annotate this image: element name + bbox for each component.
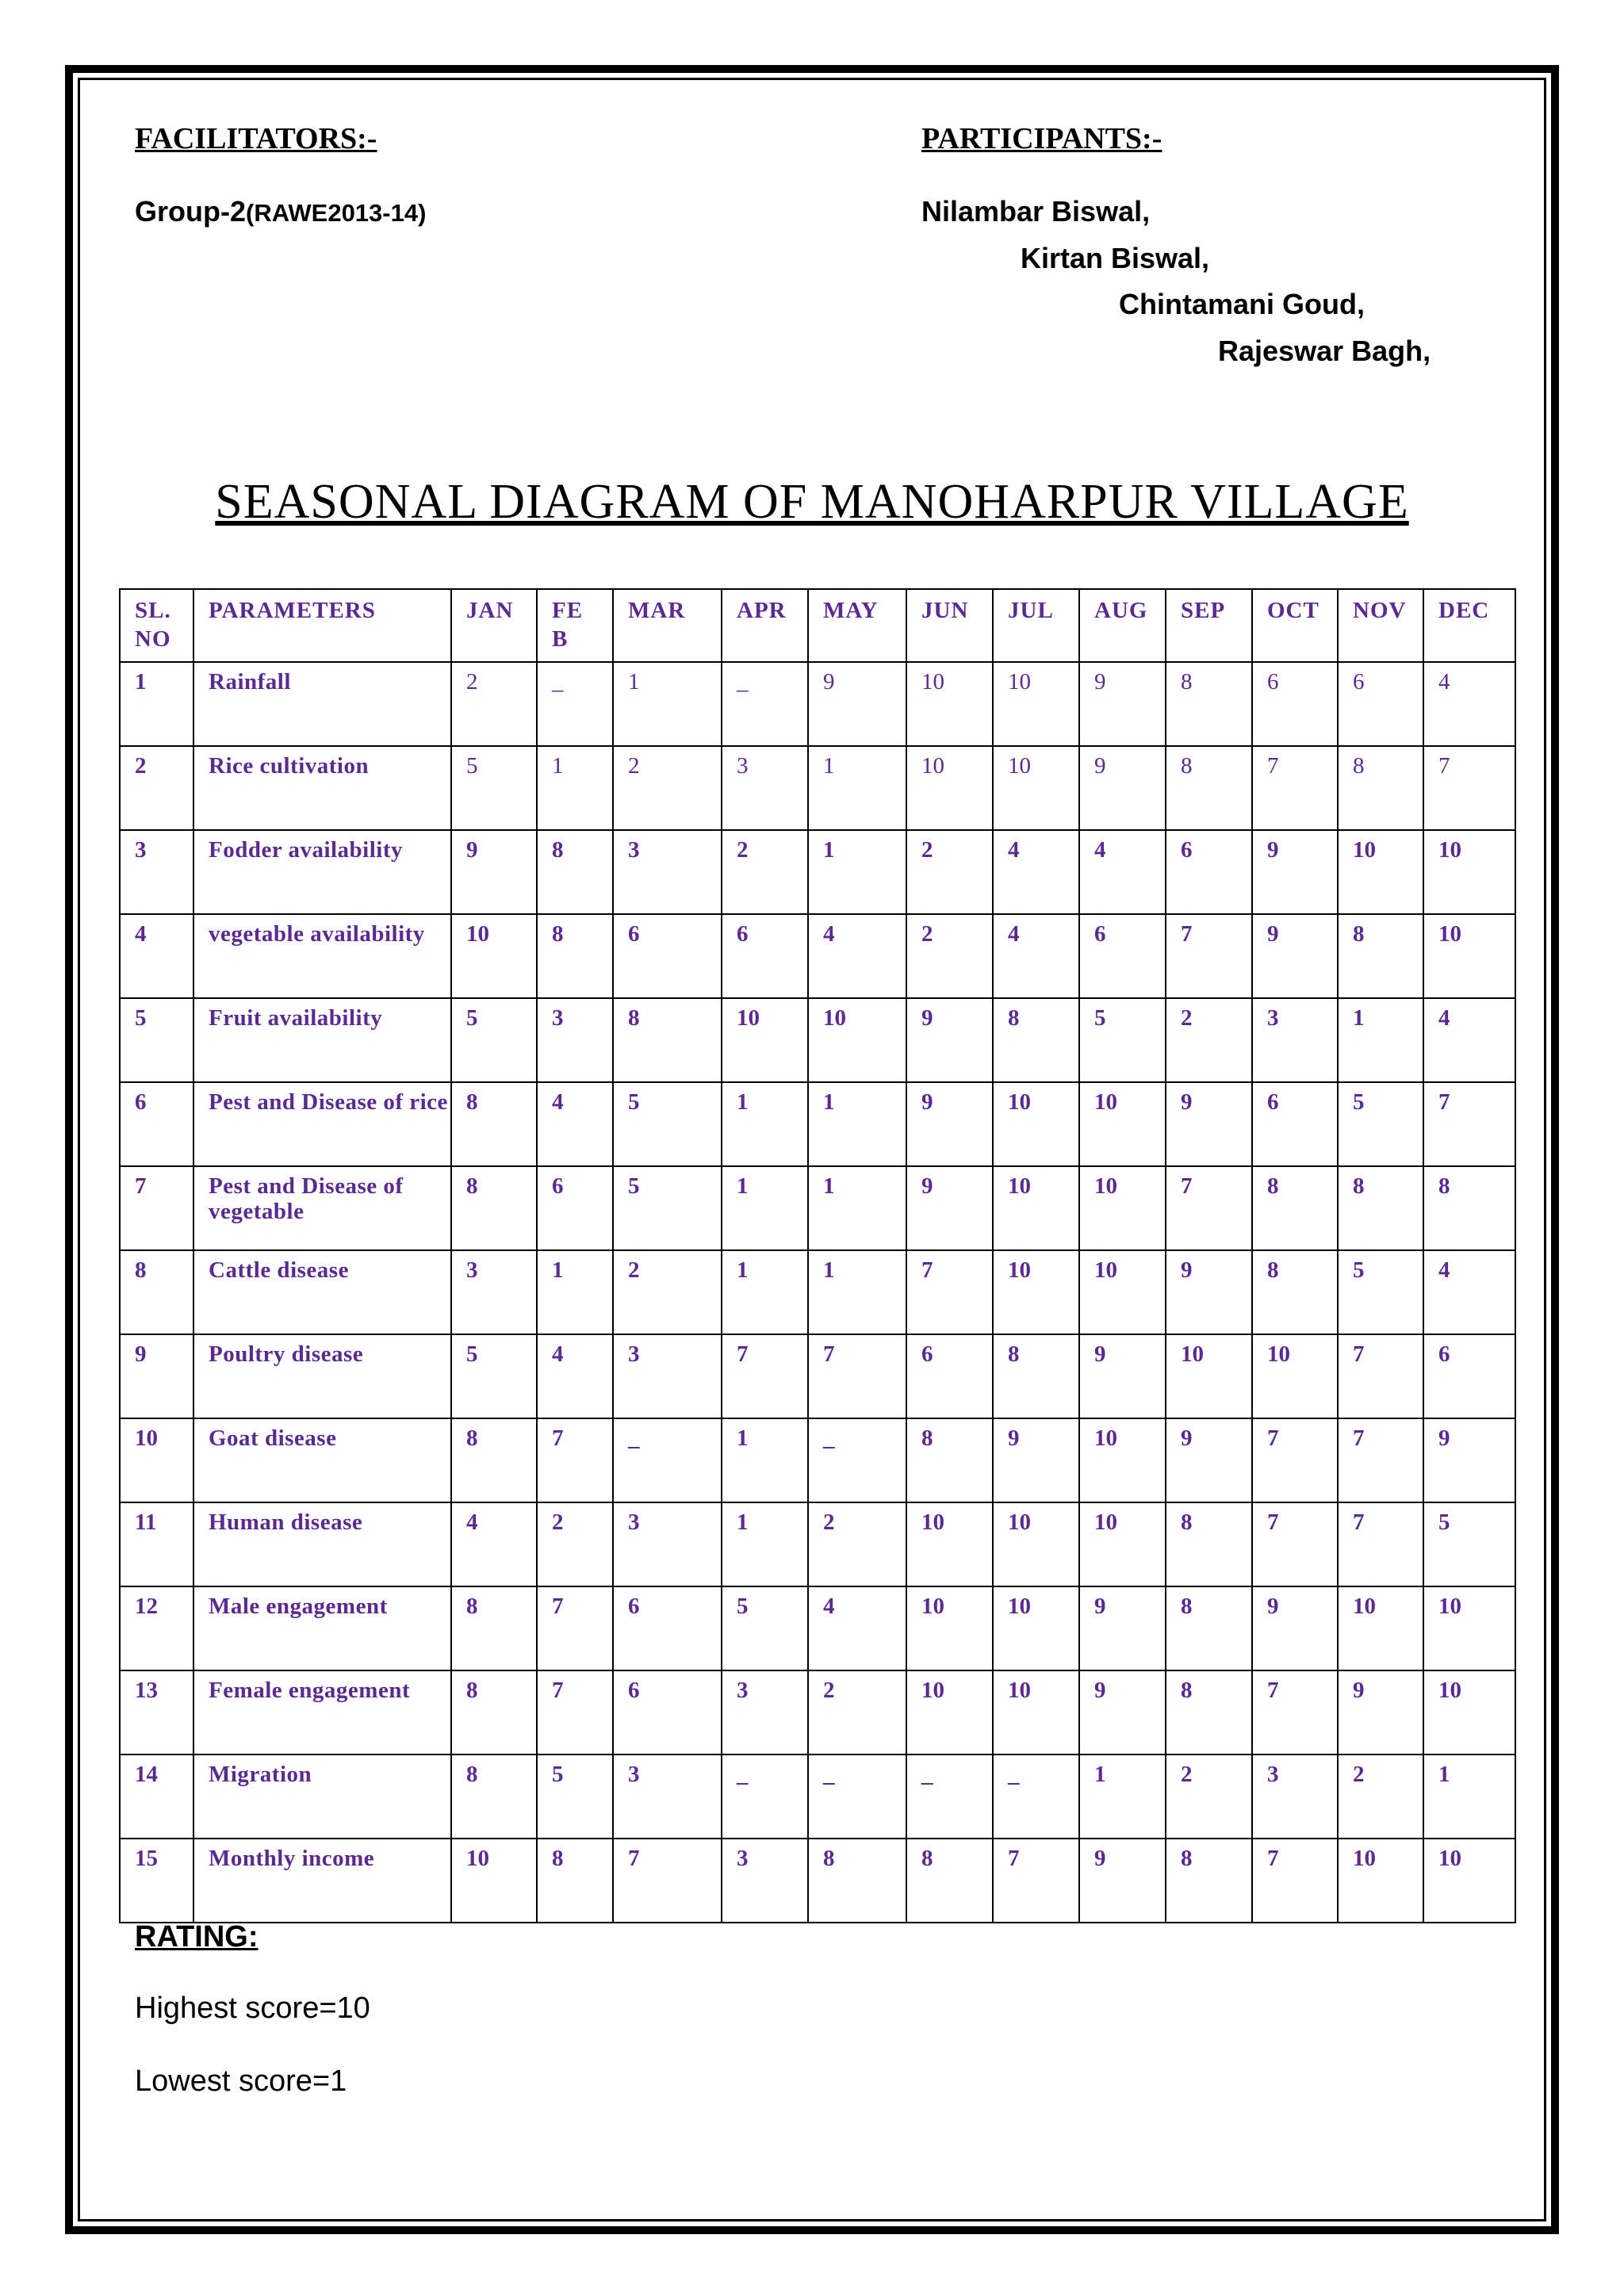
row-value: 1 bbox=[1079, 1755, 1166, 1839]
rating-heading: RATING: bbox=[135, 1920, 259, 1954]
participant-2: Kirtan Biswal, bbox=[1021, 242, 1210, 274]
row-value: 7 bbox=[1252, 1418, 1338, 1502]
row-value: 9 bbox=[993, 1418, 1079, 1502]
row-value: 1 bbox=[537, 1250, 613, 1334]
row-value: 8 bbox=[451, 1755, 537, 1839]
row-sl-number: 5 bbox=[120, 998, 193, 1082]
row-value: 2 bbox=[613, 1250, 722, 1334]
row-value: 4 bbox=[993, 914, 1079, 998]
row-value: 4 bbox=[1423, 1250, 1515, 1334]
row-parameter: Male engagement bbox=[193, 1586, 451, 1670]
row-value: 2 bbox=[906, 914, 993, 998]
row-value: _ bbox=[906, 1755, 993, 1839]
row-value: 7 bbox=[1252, 1502, 1338, 1586]
row-value: 8 bbox=[1166, 1586, 1252, 1670]
row-value: 4 bbox=[451, 1502, 537, 1586]
header-month: SEP bbox=[1166, 589, 1252, 662]
lowest-score: Lowest score=1 bbox=[135, 2064, 347, 2098]
row-value: 10 bbox=[993, 1082, 1079, 1166]
header-month: JUN bbox=[906, 589, 993, 662]
row-value: 1 bbox=[808, 746, 906, 830]
row-value: 10 bbox=[1252, 1334, 1338, 1418]
participant-4: Rajeswar Bagh, bbox=[1218, 335, 1431, 367]
row-value: 8 bbox=[1166, 1839, 1252, 1923]
row-value: 10 bbox=[451, 914, 537, 998]
row-value: 2 bbox=[722, 830, 808, 914]
row-sl-number: 14 bbox=[120, 1755, 193, 1839]
row-value: 5 bbox=[537, 1755, 613, 1839]
row-value: 9 bbox=[1079, 1670, 1166, 1755]
row-value: 9 bbox=[1252, 1586, 1338, 1670]
row-value: 1 bbox=[808, 1250, 906, 1334]
row-value: 10 bbox=[906, 662, 993, 746]
row-value: 9 bbox=[1079, 1334, 1166, 1418]
row-value: 10 bbox=[993, 1502, 1079, 1586]
table-row bbox=[120, 746, 1515, 830]
row-value: 10 bbox=[1166, 1334, 1252, 1418]
row-value: 1 bbox=[808, 1166, 906, 1250]
row-value: 9 bbox=[1079, 1586, 1166, 1670]
row-value: 4 bbox=[1079, 830, 1166, 914]
row-value: 3 bbox=[613, 1502, 722, 1586]
row-value: _ bbox=[993, 1755, 1079, 1839]
row-value: 10 bbox=[1338, 830, 1423, 914]
row-value: 7 bbox=[1423, 746, 1515, 830]
row-value: 8 bbox=[1166, 746, 1252, 830]
row-sl-number: 15 bbox=[120, 1839, 193, 1923]
row-value: 10 bbox=[808, 998, 906, 1082]
row-value: 4 bbox=[808, 914, 906, 998]
row-value: _ bbox=[613, 1418, 722, 1502]
row-parameter: Fruit availability bbox=[193, 998, 451, 1082]
row-value: 6 bbox=[1079, 914, 1166, 998]
row-sl-number: 1 bbox=[120, 662, 193, 746]
row-value: 10 bbox=[1423, 1586, 1515, 1670]
row-value: 8 bbox=[1252, 1166, 1338, 1250]
row-value: 1 bbox=[808, 830, 906, 914]
header-month: DEC bbox=[1423, 589, 1515, 662]
group-sub: (RAWE2013-14) bbox=[246, 199, 427, 227]
table-row bbox=[120, 1670, 1515, 1755]
row-value: 2 bbox=[451, 662, 537, 746]
row-value: 1 bbox=[722, 1250, 808, 1334]
header-month: OCT bbox=[1252, 589, 1338, 662]
row-value: 5 bbox=[451, 998, 537, 1082]
row-value: 7 bbox=[537, 1670, 613, 1755]
row-value: 8 bbox=[451, 1586, 537, 1670]
header-month: MAY bbox=[808, 589, 906, 662]
row-value: 10 bbox=[906, 1670, 993, 1755]
row-value: 5 bbox=[1338, 1082, 1423, 1166]
row-value: 9 bbox=[808, 662, 906, 746]
row-value: 7 bbox=[1166, 1166, 1252, 1250]
participant-1: Nilambar Biswal, bbox=[921, 195, 1151, 228]
row-value: 8 bbox=[808, 1839, 906, 1923]
row-value: 5 bbox=[1079, 998, 1166, 1082]
row-value: 6 bbox=[613, 1586, 722, 1670]
table-row bbox=[120, 1418, 1515, 1502]
row-value: 6 bbox=[1423, 1334, 1515, 1418]
row-value: 8 bbox=[1338, 746, 1423, 830]
row-sl-number: 7 bbox=[120, 1166, 193, 1250]
row-value: 8 bbox=[1423, 1166, 1515, 1250]
table-row bbox=[120, 830, 1515, 914]
highest-score: Highest score=10 bbox=[135, 1992, 370, 2025]
row-value: 6 bbox=[1338, 662, 1423, 746]
row-sl-number: 2 bbox=[120, 746, 193, 830]
table-body bbox=[120, 662, 1515, 1923]
row-value: 3 bbox=[613, 830, 722, 914]
row-value: _ bbox=[808, 1418, 906, 1502]
row-value: 7 bbox=[537, 1586, 613, 1670]
row-value: 9 bbox=[451, 830, 537, 914]
row-value: 6 bbox=[537, 1166, 613, 1250]
row-parameter: Migration bbox=[193, 1755, 451, 1839]
row-value: 8 bbox=[1166, 662, 1252, 746]
row-value: 9 bbox=[1252, 914, 1338, 998]
row-value: 10 bbox=[1423, 914, 1515, 998]
row-parameter: Pest and Disease of vegetable bbox=[193, 1166, 451, 1250]
row-parameter: Rainfall bbox=[193, 662, 451, 746]
participants-heading: PARTICIPANTS:- bbox=[921, 122, 1162, 155]
row-value: 8 bbox=[993, 1334, 1079, 1418]
row-parameter: Pest and Disease of rice bbox=[193, 1082, 451, 1166]
row-value: 7 bbox=[1423, 1082, 1515, 1166]
row-value: 9 bbox=[1338, 1670, 1423, 1755]
row-value: 10 bbox=[993, 1166, 1079, 1250]
table-row bbox=[120, 914, 1515, 998]
header-month: MAR bbox=[613, 589, 722, 662]
row-value: 6 bbox=[906, 1334, 993, 1418]
row-value: 5 bbox=[613, 1166, 722, 1250]
row-value: 10 bbox=[993, 1670, 1079, 1755]
row-sl-number: 8 bbox=[120, 1250, 193, 1334]
row-value: 3 bbox=[1252, 998, 1338, 1082]
row-value: 1 bbox=[613, 662, 722, 746]
row-value: 7 bbox=[1166, 914, 1252, 998]
row-parameter: Poultry disease bbox=[193, 1334, 451, 1418]
row-value: 3 bbox=[613, 1334, 722, 1418]
row-value: 6 bbox=[1252, 1082, 1338, 1166]
row-value: 4 bbox=[1423, 998, 1515, 1082]
row-value: 8 bbox=[1338, 914, 1423, 998]
row-value: 4 bbox=[993, 830, 1079, 914]
row-value: 8 bbox=[451, 1670, 537, 1755]
header-month: JUL bbox=[993, 589, 1079, 662]
row-value: 8 bbox=[613, 998, 722, 1082]
row-value: _ bbox=[808, 1755, 906, 1839]
row-value: 8 bbox=[906, 1839, 993, 1923]
row-value: 1 bbox=[722, 1418, 808, 1502]
row-value: 8 bbox=[537, 830, 613, 914]
row-value: 8 bbox=[993, 998, 1079, 1082]
row-value: 4 bbox=[537, 1082, 613, 1166]
header-parameters: PARAMETERS bbox=[193, 589, 451, 662]
row-value: 9 bbox=[1252, 830, 1338, 914]
row-parameter: Cattle disease bbox=[193, 1250, 451, 1334]
row-value: 9 bbox=[1166, 1250, 1252, 1334]
row-value: 10 bbox=[722, 998, 808, 1082]
header-month: NOV bbox=[1338, 589, 1423, 662]
row-value: 1 bbox=[722, 1166, 808, 1250]
row-value: 5 bbox=[451, 746, 537, 830]
row-value: 7 bbox=[1338, 1334, 1423, 1418]
row-value: 4 bbox=[1423, 662, 1515, 746]
row-value: 10 bbox=[1338, 1586, 1423, 1670]
row-value: 9 bbox=[1079, 1839, 1166, 1923]
row-value: 7 bbox=[808, 1334, 906, 1418]
row-parameter: Fodder availability bbox=[193, 830, 451, 914]
row-value: 5 bbox=[1338, 1250, 1423, 1334]
row-value: 7 bbox=[722, 1334, 808, 1418]
facilitators-heading: FACILITATORS:- bbox=[135, 122, 377, 155]
table-row bbox=[120, 1250, 1515, 1334]
table-row bbox=[120, 1755, 1515, 1839]
row-value: 8 bbox=[451, 1082, 537, 1166]
row-value: 7 bbox=[537, 1418, 613, 1502]
row-value: 7 bbox=[993, 1839, 1079, 1923]
row-value: 10 bbox=[993, 1586, 1079, 1670]
row-value: 3 bbox=[613, 1755, 722, 1839]
row-sl-number: 4 bbox=[120, 914, 193, 998]
row-value: 10 bbox=[1079, 1166, 1166, 1250]
row-value: 8 bbox=[1166, 1670, 1252, 1755]
row-value: 8 bbox=[1252, 1250, 1338, 1334]
row-value: 10 bbox=[1338, 1839, 1423, 1923]
table-row bbox=[120, 1839, 1515, 1923]
row-sl-number: 9 bbox=[120, 1334, 193, 1418]
row-parameter: Female engagement bbox=[193, 1670, 451, 1755]
row-value: 6 bbox=[1252, 662, 1338, 746]
row-value: 2 bbox=[1166, 998, 1252, 1082]
row-value: 3 bbox=[722, 746, 808, 830]
row-value: 10 bbox=[1423, 830, 1515, 914]
row-value: 6 bbox=[613, 914, 722, 998]
row-value: 8 bbox=[906, 1418, 993, 1502]
row-parameter: vegetable availability bbox=[193, 914, 451, 998]
row-value: 10 bbox=[906, 1502, 993, 1586]
table-row bbox=[120, 1586, 1515, 1670]
row-value: 10 bbox=[993, 662, 1079, 746]
participant-3: Chintamani Goud, bbox=[1119, 288, 1365, 320]
row-value: 10 bbox=[1079, 1418, 1166, 1502]
row-value: 7 bbox=[1252, 746, 1338, 830]
row-parameter: Human disease bbox=[193, 1502, 451, 1586]
row-value: 7 bbox=[1252, 1670, 1338, 1755]
row-value: 2 bbox=[808, 1502, 906, 1586]
row-value: 8 bbox=[1338, 1166, 1423, 1250]
row-value: 6 bbox=[613, 1670, 722, 1755]
row-value: 6 bbox=[722, 914, 808, 998]
row-sl-number: 10 bbox=[120, 1418, 193, 1502]
page-title: SEASONAL DIAGRAM OF MANOHARPUR VILLAGE bbox=[215, 475, 1409, 529]
row-value: _ bbox=[722, 1755, 808, 1839]
row-value: 10 bbox=[1079, 1082, 1166, 1166]
row-value: 7 bbox=[613, 1839, 722, 1923]
header-sl: SL. NO bbox=[120, 589, 193, 662]
row-value: 2 bbox=[613, 746, 722, 830]
row-value: 7 bbox=[1338, 1502, 1423, 1586]
row-value: 7 bbox=[906, 1250, 993, 1334]
row-value: 10 bbox=[1079, 1502, 1166, 1586]
row-value: 2 bbox=[906, 830, 993, 914]
row-value: 1 bbox=[722, 1082, 808, 1166]
table-row bbox=[120, 1502, 1515, 1586]
row-value: 3 bbox=[451, 1250, 537, 1334]
row-value: 7 bbox=[1338, 1418, 1423, 1502]
row-value: 1 bbox=[808, 1082, 906, 1166]
row-value: 9 bbox=[906, 1082, 993, 1166]
row-value: 5 bbox=[451, 1334, 537, 1418]
table-row bbox=[120, 1166, 1515, 1250]
row-value: 5 bbox=[722, 1586, 808, 1670]
row-parameter: Goat disease bbox=[193, 1418, 451, 1502]
row-value: 9 bbox=[1079, 746, 1166, 830]
table-header-row bbox=[120, 589, 1515, 662]
row-sl-number: 6 bbox=[120, 1082, 193, 1166]
group-main: Group-2 bbox=[135, 195, 246, 228]
table-row bbox=[120, 662, 1515, 746]
row-value: 1 bbox=[537, 746, 613, 830]
row-value: 10 bbox=[906, 1586, 993, 1670]
row-value: 10 bbox=[1423, 1839, 1515, 1923]
table-row bbox=[120, 1334, 1515, 1418]
row-value: 3 bbox=[722, 1670, 808, 1755]
row-value: 4 bbox=[537, 1334, 613, 1418]
row-value: 8 bbox=[537, 1839, 613, 1923]
seasonal-table bbox=[119, 588, 1516, 1923]
row-value: 3 bbox=[537, 998, 613, 1082]
row-value: 10 bbox=[993, 1250, 1079, 1334]
header-month: AUG bbox=[1079, 589, 1166, 662]
row-value: 9 bbox=[906, 1166, 993, 1250]
row-value: 3 bbox=[1252, 1755, 1338, 1839]
row-sl-number: 12 bbox=[120, 1586, 193, 1670]
row-value: 7 bbox=[1252, 1839, 1338, 1923]
table-row bbox=[120, 1082, 1515, 1166]
header-month: APR bbox=[722, 589, 808, 662]
row-value: 8 bbox=[451, 1418, 537, 1502]
table-row bbox=[120, 998, 1515, 1082]
row-value: 2 bbox=[1338, 1755, 1423, 1839]
row-value: 2 bbox=[537, 1502, 613, 1586]
row-value: 2 bbox=[808, 1670, 906, 1755]
row-value: 10 bbox=[993, 746, 1079, 830]
row-value: 9 bbox=[1423, 1418, 1515, 1502]
row-value: 10 bbox=[451, 1839, 537, 1923]
row-value: 8 bbox=[451, 1166, 537, 1250]
row-sl-number: 13 bbox=[120, 1670, 193, 1755]
row-value: 5 bbox=[1423, 1502, 1515, 1586]
row-value: 8 bbox=[1166, 1502, 1252, 1586]
row-value: 8 bbox=[537, 914, 613, 998]
row-value: 5 bbox=[613, 1082, 722, 1166]
row-value: 1 bbox=[722, 1502, 808, 1586]
row-parameter: Monthly income bbox=[193, 1839, 451, 1923]
row-value: 6 bbox=[1166, 830, 1252, 914]
row-value: 9 bbox=[906, 998, 993, 1082]
row-value: 1 bbox=[1338, 998, 1423, 1082]
row-value: 10 bbox=[1079, 1250, 1166, 1334]
row-value: 10 bbox=[1423, 1670, 1515, 1755]
row-value: 9 bbox=[1166, 1418, 1252, 1502]
row-value: 10 bbox=[906, 746, 993, 830]
row-value: 4 bbox=[808, 1586, 906, 1670]
row-value: 1 bbox=[1423, 1755, 1515, 1839]
row-sl-number: 11 bbox=[120, 1502, 193, 1586]
header-month: FE B bbox=[537, 589, 613, 662]
header-month: JAN bbox=[451, 589, 537, 662]
row-value: 9 bbox=[1079, 662, 1166, 746]
row-parameter: Rice cultivation bbox=[193, 746, 451, 830]
row-value: _ bbox=[537, 662, 613, 746]
group-label bbox=[135, 195, 426, 228]
row-value: _ bbox=[722, 662, 808, 746]
row-value: 9 bbox=[1166, 1082, 1252, 1166]
row-value: 2 bbox=[1166, 1755, 1252, 1839]
row-value: 3 bbox=[722, 1839, 808, 1923]
row-sl-number: 3 bbox=[120, 830, 193, 914]
